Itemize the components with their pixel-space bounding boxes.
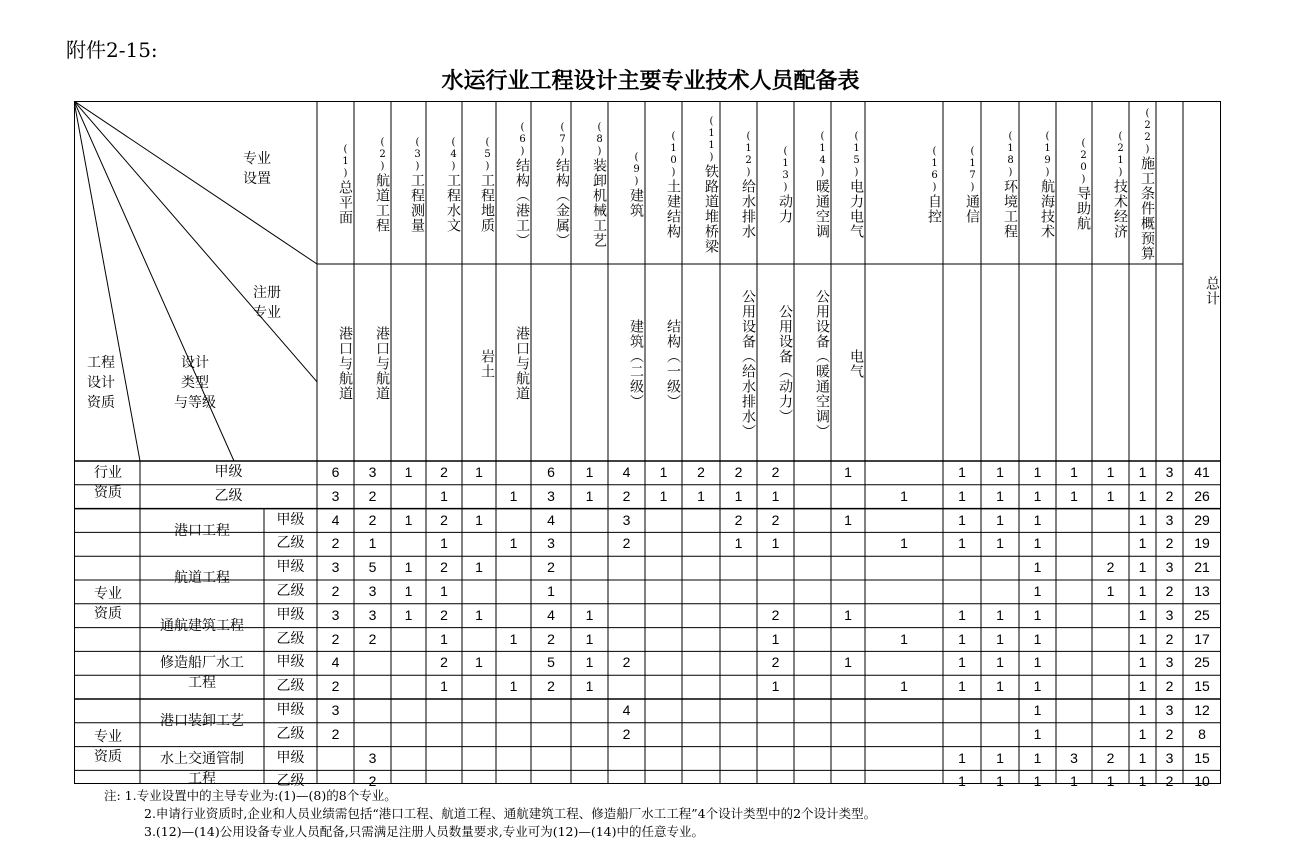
table-cell: 1 [844,654,852,671]
table-cell: 1 [509,678,518,695]
grade-b: 乙级 [276,773,305,790]
column-header-16: (16)自控 [926,145,942,224]
table-cell: 2 [440,606,448,623]
table-cell: 3 [1165,606,1174,623]
column-header-2: (2)航道工程 [374,136,390,233]
table-cell: 1 [1106,773,1115,790]
table-cell: 1 [1033,654,1042,671]
table-cell: 1 [958,535,966,552]
column-number: (9) [631,151,642,188]
table-cell: 1 [1138,630,1147,647]
registered-specialty-10: 结构︵一级︶ [665,318,681,409]
table-cell: 4 [547,606,555,623]
table-cell: 1 [996,487,1004,504]
table-cell: 8 [1198,725,1206,742]
table-cell: 2 [1165,725,1174,742]
table-cell: 1 [1138,678,1147,695]
column-header-14: (14)暖通空调 [814,130,830,239]
table-cell: 1 [734,487,743,504]
table-cell: 2 [331,630,340,647]
design-type-6: 水上交通管制 工程 [160,750,244,787]
table-cell: 1 [1033,725,1042,742]
table-cell: 3 [547,535,555,552]
table-cell: 1 [1033,749,1042,766]
table-cell: 1 [475,606,483,623]
table-cell: 1 [958,678,966,695]
table-cell: 1 [585,464,594,480]
table-cell: 1 [1033,773,1042,790]
table-cell: 6 [547,464,555,480]
table-cell: 19 [1194,535,1210,552]
table-cell: 3 [1165,654,1174,671]
note-1: 注: 1.专业设置中的主导专业为:(1)—(8)的8个专业。 [104,788,397,803]
grade-b: 乙级 [276,630,305,647]
table-cell: 3 [1070,749,1078,766]
column-header-15: (15)电力电气 [848,130,864,239]
table-cell: 1 [771,535,780,552]
registered-specialty-9: 建筑︵二级︶ [628,318,644,409]
registered-specialty-1: 港口与航道 [337,326,353,401]
column-number: (5) [482,136,493,173]
table-cell: 5 [368,559,377,576]
table-cell: 41 [1194,464,1210,480]
table-cell: 1 [404,583,413,599]
table-cell: 4 [331,654,340,671]
table-cell: 1 [734,535,743,552]
column-number: (11) [706,115,717,164]
table-cell: 1 [585,606,594,623]
registered-specialty-5: 岩土 [479,348,495,379]
table-cell: 17 [1194,630,1210,647]
table-cell: 1 [996,749,1004,766]
table-cell: 1 [1138,654,1147,671]
table-cell: 1 [1070,773,1078,790]
table-cell: 2 [440,559,448,576]
column-number: (10) [668,130,679,179]
table-cell: 1 [1033,583,1042,599]
table-cell: 1 [1033,606,1042,623]
table-cell: 26 [1194,487,1210,504]
table-cell: 2 [1165,773,1174,790]
table-cell: 3 [622,511,631,528]
total-header: 总计 [1204,276,1220,306]
column-header-9: (9)建筑 [628,151,644,218]
table-cell: 1 [659,487,668,504]
table-cell: 1 [1106,487,1115,504]
table-cell: 2 [1106,749,1115,766]
table-cell: 3 [547,487,555,504]
table-cell: 1 [440,487,448,504]
group-specialty-1: 专业 资质 [94,585,122,622]
column-number: (17) [967,145,978,194]
table-cell: 1 [1138,725,1147,742]
table-cell: 1 [844,606,852,623]
table-cell: 2 [622,725,631,742]
design-type-5: 港口装卸工艺 [160,713,244,729]
table-cell: 3 [1165,464,1174,480]
table-cell: 1 [1070,487,1078,504]
table-cell: 21 [1194,559,1210,576]
table-cell: 2 [1165,535,1174,552]
column-number: (20) [1078,138,1089,186]
table-cell: 1 [475,464,483,480]
table-cell: 1 [404,606,413,623]
design-type-2: 航道工程 [174,570,230,587]
table-cell: 2 [547,559,555,576]
table-cell: 4 [331,511,340,528]
table-cell: 3 [1165,702,1174,718]
table-cell: 1 [771,487,780,504]
table-cell: 2 [1165,630,1174,647]
table-cell: 3 [1165,559,1174,576]
table-cell: 1 [475,654,483,671]
table-cell: 4 [622,702,631,718]
table-cell: 2 [1165,583,1174,599]
grade-b: 乙级 [276,725,305,742]
grade-a: 甲级 [276,559,305,576]
table-cell: 1 [996,773,1004,790]
table-cell: 3 [331,702,340,718]
table-cell: 2 [771,464,780,480]
table-cell: 1 [844,464,852,480]
grade-a: 甲级 [276,749,305,766]
group-specialty-2: 专业 资质 [94,729,122,765]
grade-b: 乙级 [276,678,305,695]
column-header-21: (21)技术经济 [1112,130,1128,239]
table-cell: 1 [475,559,483,576]
table-cell: 1 [1138,464,1147,480]
table-cell: 2 [440,654,448,671]
table-cell: 1 [404,511,413,528]
table-cell: 1 [404,559,413,576]
table-cell: 1 [1138,773,1147,790]
table-cell: 29 [1194,511,1210,528]
column-number: (1) [340,144,351,180]
grade-b: 乙级 [276,535,305,552]
table-cell: 2 [734,464,743,480]
table-cell: 3 [1165,749,1174,766]
design-type-4: 修造船厂水工 工程 [160,655,244,692]
column-number: (12) [743,130,754,179]
table-cell: 4 [547,511,555,528]
grade-a: 甲级 [276,702,305,718]
table-cell: 2 [771,511,780,528]
table-cell: 4 [622,464,631,480]
table-cell: 2 [622,654,631,671]
table-cell: 1 [440,630,448,647]
column-number: (2) [377,136,388,173]
table-cell: 1 [697,487,705,504]
note-2: 2.申请行业资质时,企业和人员业绩需包括“港口工程、航道工程、通航建筑工程、修造船厂水工工程”4个设计类型中的2个设计类型。 [144,806,877,821]
table-cell: 1 [1138,606,1147,623]
grade-a: 甲级 [276,606,305,623]
notes [104,787,876,841]
table-cell: 1 [996,678,1004,695]
table-cell: 3 [1165,511,1174,528]
corner-qualification: 工程 设计 资质 [87,355,115,411]
grade-a: 甲级 [214,464,243,480]
table-cell: 1 [1033,511,1042,528]
table-cell: 1 [996,606,1004,623]
staffing-table [74,101,1221,790]
table-cell: 1 [958,749,966,766]
design-type-1: 港口工程 [174,522,230,539]
column-number: (16) [929,145,940,194]
registered-specialty-13: 公用设备︵动力︶ [777,303,793,424]
table-cell: 13 [1194,583,1210,599]
table-cell: 1 [509,535,518,552]
column-number: (18) [1005,130,1016,179]
table-cell: 1 [1033,487,1042,504]
column-header-4: (4)工程水文 [445,136,461,233]
table-cell: 1 [1138,583,1147,599]
table-cell: 3 [368,749,377,766]
page-title: 水运行业工程设计主要专业技术人员配备表 [441,69,860,94]
table-cell: 1 [900,630,908,647]
column-header-18: (18)环境工程 [1002,130,1018,239]
table-cell: 2 [1165,487,1174,504]
table-cell: 2 [440,511,448,528]
table-cell: 1 [900,487,908,504]
table-cell: 1 [585,487,594,504]
table-cell: 2 [331,678,340,695]
table-cell: 1 [958,511,966,528]
table-cell: 10 [1194,773,1210,790]
table-cell: 2 [1165,678,1174,695]
column-number: (7) [557,121,568,158]
table-cell: 3 [368,583,377,599]
column-header-17: (17)通信 [964,145,980,224]
table-cell: 2 [697,464,705,480]
table-cell: 15 [1194,749,1210,766]
table-cell: 1 [440,583,448,599]
table-cell: 15 [1194,678,1210,695]
table-cell: 1 [1033,630,1042,647]
registered-specialty-12: 公用设备︵给水排水︶ [740,288,756,439]
column-number: (19) [1042,130,1053,179]
table-cell: 1 [509,487,518,504]
column-number: (8) [594,121,605,158]
column-number: (3) [412,136,423,173]
table-cell: 2 [622,535,631,552]
table-cell: 1 [659,464,668,480]
table-cell: 1 [1070,464,1078,480]
table-cell: 2 [368,773,377,790]
column-header-12: (12)给水排水 [740,130,756,239]
table-cell: 25 [1194,654,1210,671]
registered-specialty-6: 港口与航道 [514,326,530,401]
table-cell: 2 [622,487,631,504]
table-cell: 1 [1138,511,1147,528]
column-header-5: (5)工程地质 [479,136,495,233]
table-cell: 1 [1138,749,1147,766]
table-cell: 25 [1194,606,1210,623]
column-number: (13) [780,145,791,194]
column-header-13: (13)动力 [777,145,793,224]
column-number: (21) [1115,130,1126,179]
table-cell: 1 [900,535,908,552]
table-cell: 1 [958,630,966,647]
table-cell: 1 [958,773,966,790]
table-cell: 1 [1033,559,1042,576]
table-cell: 1 [404,464,413,480]
table-cell: 1 [1106,583,1115,599]
column-header-6: (6)结构︵港工︶ [514,121,530,248]
table-cell: 2 [1106,559,1115,576]
column-number: (14) [817,130,828,179]
table-cell: 1 [1033,535,1042,552]
table-cell: 12 [1194,702,1210,718]
table-cell: 3 [368,606,377,623]
table-cell: 2 [547,630,555,647]
table-cell: 2 [771,654,780,671]
group-industry: 行业 资质 [94,465,122,501]
column-header-3: (3)工程测量 [409,136,425,233]
table-cell: 1 [509,630,518,647]
table-cell: 2 [368,487,377,504]
design-type-3: 通航建筑工程 [160,617,244,634]
column-number: (4) [448,136,459,173]
table-cell: 1 [771,678,780,695]
column-header-10: (10)土建结构 [665,130,681,239]
table-cell: 1 [1138,702,1147,718]
table-cell: 1 [844,511,852,528]
registered-specialty-2: 港口与航道 [374,326,390,401]
table-cell: 2 [734,511,743,528]
table-cell: 2 [368,630,377,647]
grade-b: 乙级 [276,583,305,599]
grade-a: 甲级 [276,654,305,671]
table-cell: 1 [958,464,966,480]
table-cell: 1 [958,606,966,623]
column-header-1: (1)总平面 [337,144,353,225]
table-cell: 2 [771,606,780,623]
table-cell: 3 [331,559,340,576]
table-cell: 2 [547,678,555,695]
corner-design-type: 设计 类型 与等级 [174,355,216,411]
table-cell: 1 [996,511,1004,528]
table-cell: 1 [547,583,555,599]
table-cell: 2 [331,725,340,742]
table-cell: 2 [331,535,340,552]
table-cell: 5 [547,654,555,671]
column-header-11: (11)铁路道堆桥梁 [703,115,719,254]
table-cell: 1 [440,678,448,695]
table-cell: 1 [440,535,448,552]
column-number: (22) [1142,108,1153,156]
table-cell: 1 [900,678,908,695]
table-cell: 1 [585,654,594,671]
table-cell: 1 [1138,487,1147,504]
table-cell: 1 [1138,559,1147,576]
table-cell: 1 [475,511,483,528]
column-header-7: (7)结构︵金属︶ [554,121,570,248]
corner-specialty-setting: 专业 设置 [243,151,271,187]
table-cell: 1 [996,464,1004,480]
registered-specialty-15: 电气 [848,348,864,379]
note-3: 3.(12)—(14)公用设备专业人员配备,只需满足注册人员数量要求,专业可为(12)—(14)中的任意专业。 [144,824,705,839]
table-cell: 1 [958,654,966,671]
corner-registered-specialty: 注册 专业 [253,285,281,321]
registered-specialty-14: 公用设备︵暖通空调︶ [814,288,830,439]
attachment-label: 附件2-15: [66,38,158,62]
column-header-20: (20)导助航 [1075,138,1091,231]
table-cell: 3 [331,487,340,504]
table-cell: 3 [331,606,340,623]
table-cell: 2 [368,511,377,528]
table-cell: 1 [585,630,594,647]
table-cell: 1 [585,678,594,695]
table-cell: 1 [1106,464,1115,480]
column-number: (6) [517,121,528,158]
table-cell: 1 [771,630,780,647]
table-cell: 2 [331,583,340,599]
table-cell: 1 [996,654,1004,671]
table-cell: 1 [1033,702,1042,718]
table-cell: 1 [368,535,377,552]
table-cell: 6 [331,464,340,480]
column-header-19: (19)航海技术 [1039,130,1055,239]
table-cell: 2 [440,464,448,480]
table-cell: 1 [1138,535,1147,552]
table-cell: 1 [1033,678,1042,695]
grade-a: 甲级 [276,511,305,528]
table-cell: 3 [368,464,377,480]
table-cell: 1 [996,535,1004,552]
column-header-8: (8)装卸机械工艺 [591,121,607,248]
grade-b: 乙级 [214,487,243,504]
table-cell: 1 [996,630,1004,647]
table-cell: 1 [958,487,966,504]
column-header-22: (22)施工条件概预算 [1139,108,1155,261]
table-cell: 1 [1033,464,1042,480]
column-number: (15) [851,130,862,179]
